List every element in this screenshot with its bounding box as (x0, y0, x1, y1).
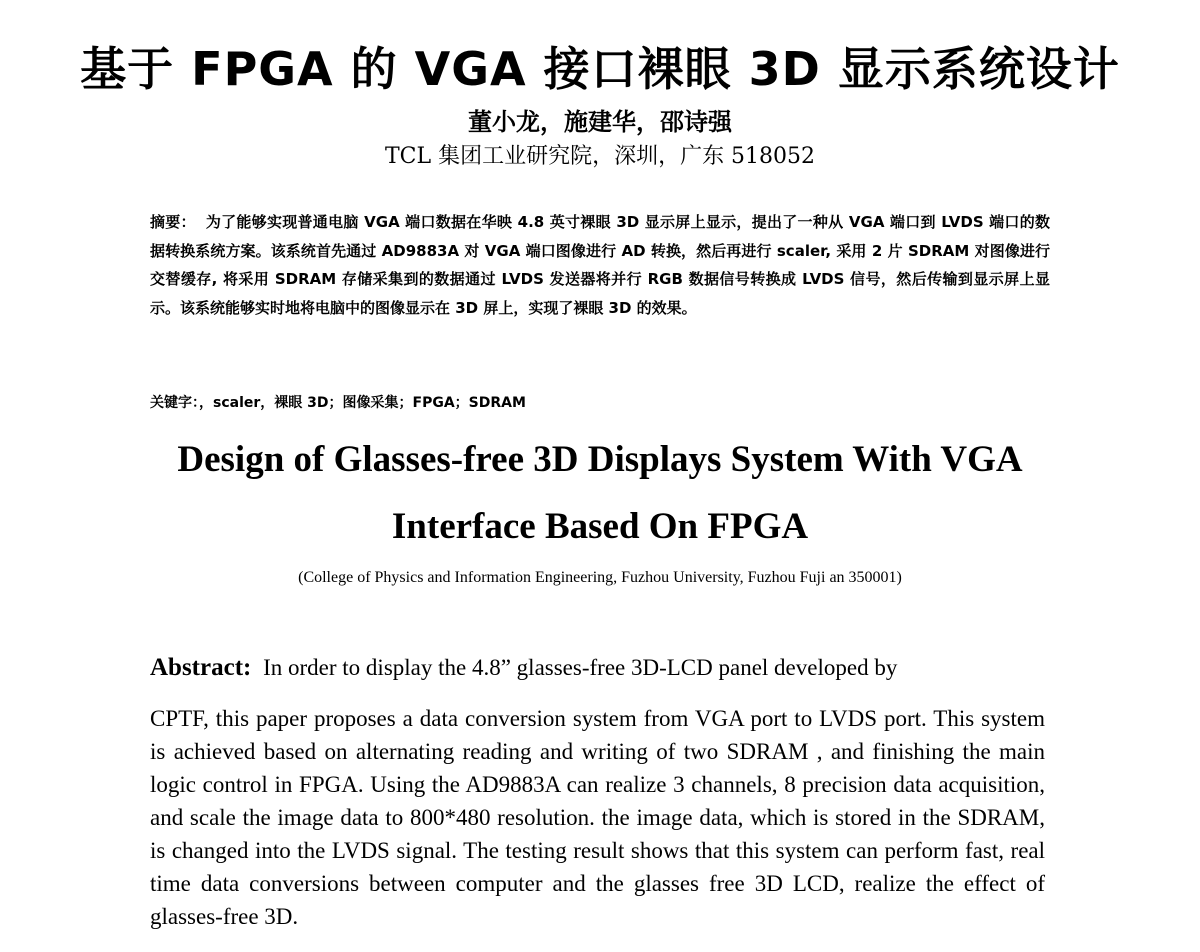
english-abstract-text: CPTF, this paper proposes a data conversion system from VGA port to LVDS port. This system is achieved based on alternating reading and writing of two SDRAM , and finishing the main logic control in FPGA. Using the AD9883A can realize 3 channels, 8 precision data acquisition, and scale the image data to 800*480 resolution. the image data, which is stored in the SDRAM, is changed into the LVDS signal. The testing result shows that this system can perform fast, real time data conversions between computer and the glasses free 3D LCD, realize the effect of glasses-free 3D. (150, 706, 1045, 929)
chinese-abstract-label: 摘要： (150, 213, 196, 231)
chinese-keywords-label: 关键字： (150, 395, 199, 411)
english-title-line-1: Design of Glasses-free 3D Displays System With VGA (177, 439, 1023, 480)
english-abstract (150, 651, 1045, 933)
chinese-affiliation: TCL 集团工业研究院，深圳，广东 518052 (384, 144, 816, 169)
english-title (0, 426, 1200, 560)
chinese-title: 基于 FPGA 的 VGA 接口裸眼 3D 显示系统设计 (80, 42, 1120, 96)
english-abstract-first-line (150, 651, 1045, 684)
english-abstract-first-text: In order to display the 4.8” glasses-free 3D-LCD panel developed by (263, 655, 898, 680)
chinese-abstract-text: 为了能够实现普通电脑 VGA 端口数据在华映 4.8 英寸裸眼 3D 显示屏上显示，提出了一种从 VGA 端口到 LVDS 端口的数据转换系统方案。该系统首先通过 AD9883A 对 VGA 端口图像进行 AD 转换，然后再进行 scaler, 采用 2 片 SDRAM 对图像进行交替缓存, 将采用 SDRAM 存储采集到的数据通过 LVDS 发送器将并行 RGB 数据信号转换成 LVDS 信号，然后传输到显示屏上显示。该系统能够实时地将电脑中的图像显示在 3D 屏上，实现了裸眼 3D 的效果。 (150, 213, 1050, 317)
english-title-line-2: Interface Based On FPGA (391, 506, 809, 547)
chinese-keywords (150, 390, 1050, 416)
english-affiliation: (College of Physics and Information Engineering, Fuzhou University, Fuzhou Fuji an 350001) (298, 569, 902, 586)
chinese-keywords-text: ，scaler，裸眼 3D；图像采集；FPGA；SDRAM (199, 395, 526, 411)
chinese-abstract (150, 208, 1050, 322)
chinese-authors: 董小龙，施建华，邵诗强 (468, 108, 732, 136)
english-abstract-label: Abstract: (150, 654, 252, 681)
